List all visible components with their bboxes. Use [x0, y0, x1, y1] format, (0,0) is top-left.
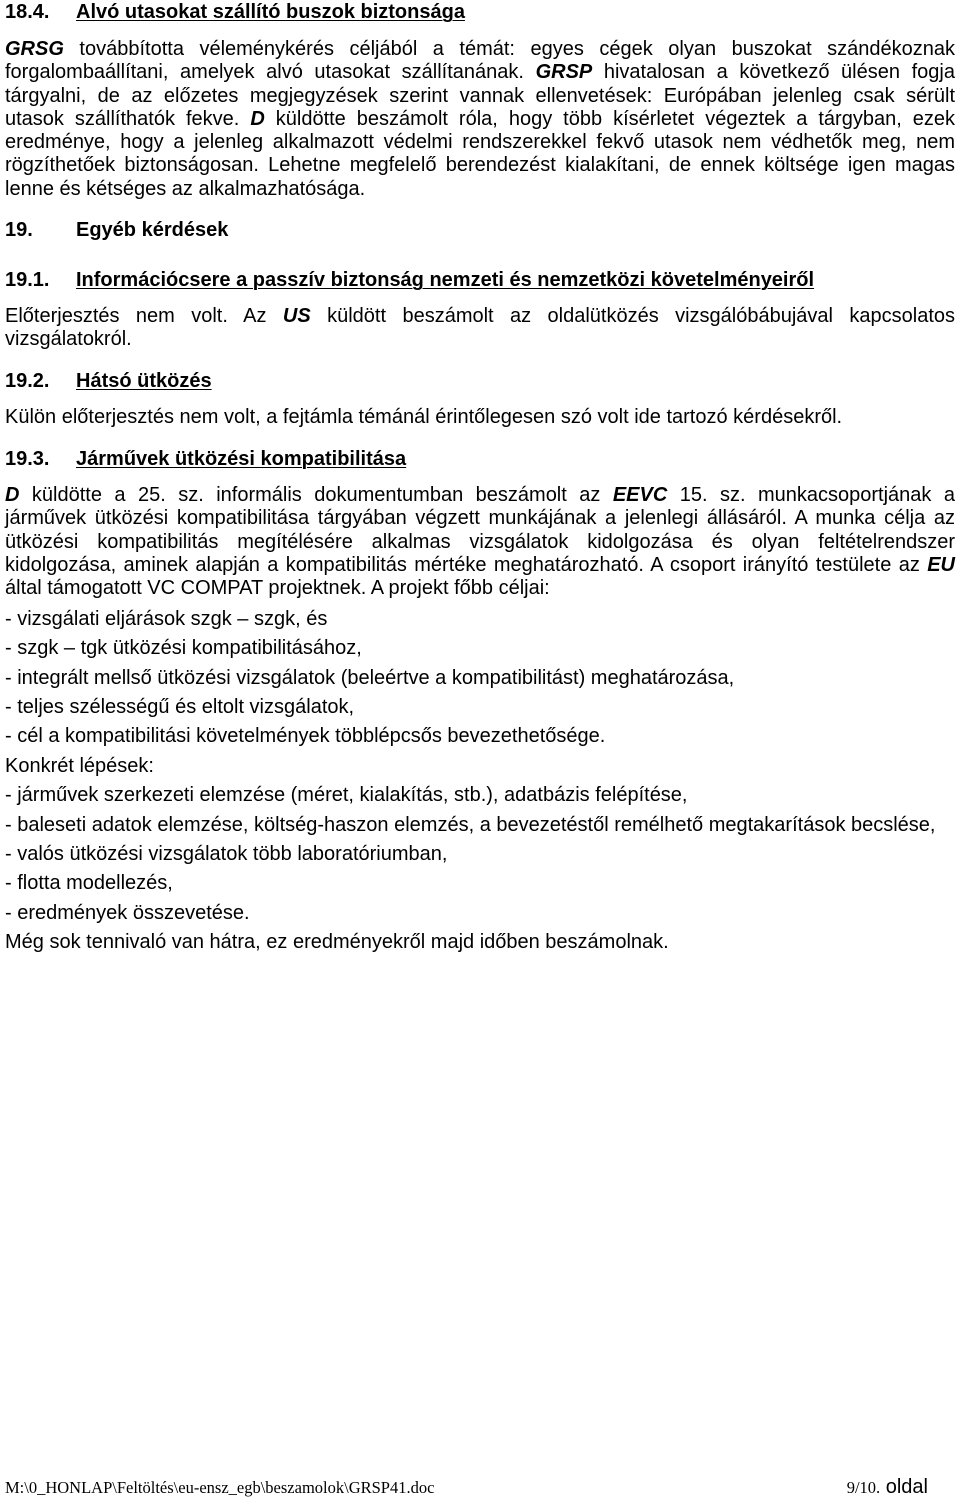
- text-line: [5, 154, 955, 177]
- section-19-1-paragraph: [5, 305, 955, 352]
- text-line: [5, 178, 955, 201]
- text-segment: ütközési kompatibilitás megítélésére alkalmas vizsgálatok kidolgozása és olyan feltételrendszer: [5, 530, 955, 553]
- emphasized-abbreviation: D: [5, 484, 20, 506]
- section-title: Alvó utasokat szállító buszok biztonsága: [76, 1, 465, 23]
- text-segment: vizsgálatokról.: [5, 328, 132, 351]
- text-segment: küldött beszámolt az oldalütközés vizsgálóbábujával kapcsolatos: [310, 305, 955, 327]
- emphasized-abbreviation: GRSP: [535, 61, 593, 84]
- step-list-item: - járművek szerkezeti elemzése (méret, kialakítás, stb.), adatbázis felépítése,: [5, 784, 688, 807]
- text-line: [5, 577, 955, 600]
- section-19-1-heading: [5, 269, 955, 292]
- section-number: 19.: [5, 219, 33, 241]
- section-title: Hátsó ütközés: [76, 370, 212, 392]
- steps-heading: Konkrét lépések:: [5, 754, 154, 777]
- goal-list-item: - teljes szélességű és eltolt vizsgálatok,: [5, 696, 355, 719]
- text-segment: utasok szállíthatók fekve.: [5, 107, 251, 130]
- text-segment: forgalombaállítani, amelyek alvó utasokat szállítanának.: [5, 61, 536, 84]
- text-line: [5, 131, 955, 154]
- text-line: [5, 507, 955, 530]
- text-segment: hivatalosan a következő ülésen fogja: [592, 61, 955, 84]
- text-line: [5, 108, 955, 131]
- section-title: Járművek ütközési kompatibilitása: [76, 448, 407, 470]
- section-19-heading: [5, 219, 955, 242]
- text-line: [5, 531, 955, 554]
- text-segment: lenne és kétséges az alkalmazhatósága.: [5, 177, 366, 200]
- text-segment: eredménye, hogy a jelenleg alkalmazott védelmi rendszerekkel fekvő utasok nem védhetők meg, nem: [5, 131, 955, 154]
- emphasized-abbreviation: D: [250, 107, 265, 130]
- text-line: [5, 38, 955, 61]
- text-segment: továbbította véleménykérés céljából a témát: egyes cégek olyan buszokat szándékoznak: [63, 38, 955, 60]
- goal-list-item: - vizsgálati eljárások szgk – szgk, és: [5, 608, 328, 630]
- page-label: oldal: [885, 1476, 928, 1498]
- page-number: 9/10.: [846, 1478, 881, 1497]
- step-list-item: - eredmények összevetése.: [5, 901, 250, 924]
- text-segment: 15. sz. munkacsoportjának a: [667, 484, 955, 506]
- emphasized-abbreviation: US: [282, 305, 311, 327]
- text-segment: küldötte a 25. sz. informális dokumentumban beszámolt az: [19, 484, 613, 506]
- section-number: 18.4.: [5, 1, 50, 23]
- section-title: Egyéb kérdések: [76, 219, 229, 241]
- section-19-2-paragraph: [5, 406, 955, 429]
- text-line: [5, 554, 955, 577]
- footer-file-path: M:\0_HONLAP\Feltöltés\eu-ensz_egb\beszamolok\GRSP41.doc: [5, 1478, 435, 1497]
- section-19-3-paragraph: [5, 484, 955, 600]
- section-19-3-heading: [5, 448, 955, 471]
- step-list-item: - valós ütközési vizsgálatok több laboratóriumban,: [5, 842, 448, 865]
- text-line: [5, 484, 955, 507]
- step-list-item: - flotta modellezés,: [5, 872, 173, 895]
- section-number: 19.2.: [5, 370, 50, 392]
- text-segment: által támogatott VC COMPAT projektnek. A projekt főbb céljai:: [5, 577, 550, 600]
- emphasized-abbreviation: EEVC: [612, 484, 668, 506]
- emphasized-abbreviation: EU: [927, 553, 955, 576]
- text-segment: kidolgozása, aminek alapján a kompatibilitás mértéke meghatározható. A csoport irányító testülete az: [5, 553, 928, 576]
- section-18-4-heading: [5, 1, 955, 24]
- text-segment: küldötte beszámolt róla, hogy több kísérletet végeztek a tárgyban, ezek: [264, 107, 955, 130]
- section-number: 19.1.: [5, 269, 50, 291]
- text-segment: tárgyalni, de az előzetes megjegyzések szerint vannak ellenvetések: Európában jelenleg csak sérült: [5, 84, 955, 107]
- text-segment: rögzíthetőek biztonságosan. Lehetne megfelelő berendezést kialakítani, de ennek költsége igen magas: [5, 154, 955, 177]
- text-segment: járművek ütközési kompatibilitása tárgyában végzett munkájának a jelenlegi állásáról. A munka célja az: [5, 507, 955, 530]
- closing-sentence: Még sok tennivaló van hátra, ez eredményekről majd időben beszámolnak.: [5, 930, 669, 953]
- text-line: [5, 406, 955, 429]
- text-segment: Előterjesztés nem volt. Az: [5, 305, 283, 327]
- text-line: [5, 328, 955, 351]
- section-18-4-paragraph: [5, 38, 955, 201]
- text-segment: Külön előterjesztés nem volt, a fejtámla témánál érintőlegesen szó volt ide tartozó kérdésekről.: [5, 406, 843, 428]
- step-list-item: - baleseti adatok elemzése, költség-haszon elemzés, a bevezetéstől remélhető megtakarítások becslése,: [5, 813, 936, 836]
- goal-list-item: - cél a kompatibilitási követelmények többlépcsős bevezethetősége.: [5, 725, 606, 748]
- goal-list-item: - szgk – tgk ütközési kompatibilitásához,: [5, 637, 362, 660]
- text-line: [5, 305, 955, 328]
- text-line: [5, 61, 955, 84]
- text-line: [5, 85, 955, 108]
- section-19-2-heading: [5, 370, 955, 393]
- emphasized-abbreviation: GRSG: [5, 38, 64, 60]
- section-number: 19.3.: [5, 448, 50, 470]
- goal-list-item: - integrált mellső ütközési vizsgálatok (beleértve a kompatibilitást) meghatározása,: [5, 666, 735, 689]
- section-19-3-lists: [5, 608, 955, 960]
- section-title: Információcsere a passzív biztonság nemzeti és nemzetközi követelményeiről: [76, 269, 815, 291]
- footer-page-indicator: [847, 1476, 928, 1499]
